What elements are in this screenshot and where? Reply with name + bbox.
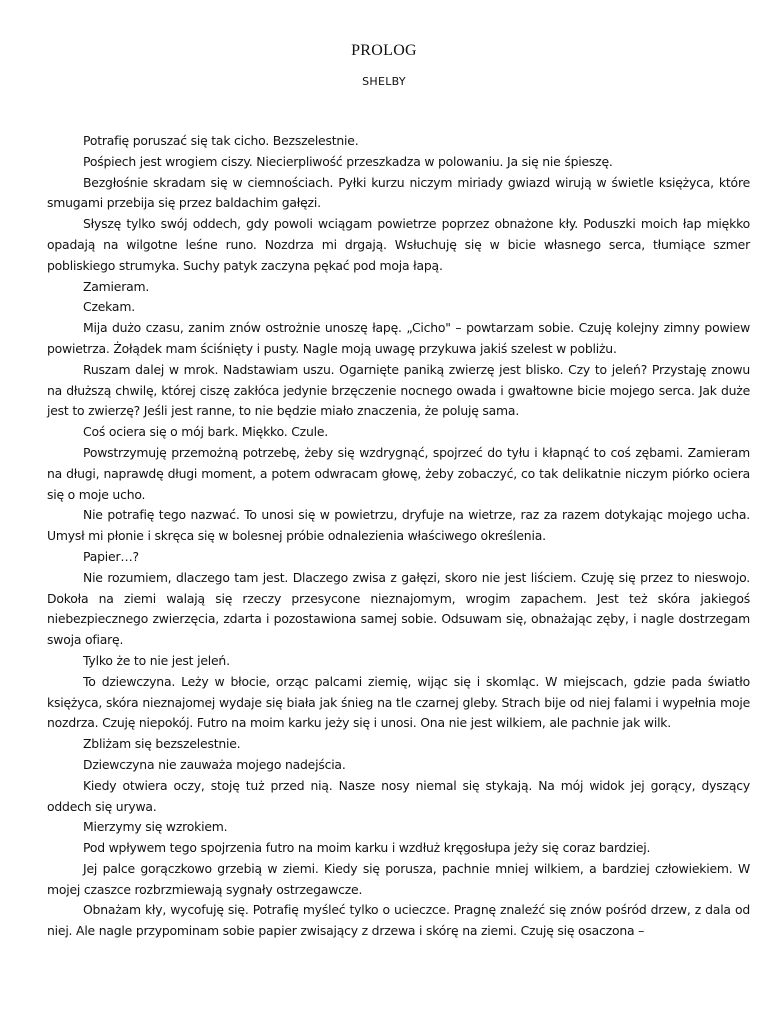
paragraph: Czekam. — [83, 299, 135, 315]
paragraph: Nie potrafię tego nazwać. To unosi się w powietrzu, dryfuje na wietrze, raz za razem dotykając mojego ucha. Umysł mi płonie i skręca się w bolesnej próbie odnalezienia właściwego określenia. — [47, 507, 750, 544]
paragraph: Kiedy otwiera oczy, stoję tuż przed nią. Nasze nosy niemal się stykają. Na mój widok jej gorący, dyszący oddech się urywa. — [47, 777, 750, 814]
paragraph: Nie rozumiem, dlaczego tam jest. Dlaczego zwisa z gałęzi, skoro nie jest liściem. Czuję się przez to nieswojo. Dokoła na ziemi walają się rzeczy przesycone nieznajomym, wrogim zapachem. Jest też skóra jakiegoś niebezpiecznego zwierzęcia, zdarta i pozostawiona samej sobie. Odsuwam się, obnażając zęby, i nagle dostrzegam swoja ofiarę. — [47, 569, 750, 648]
paragraph: Tylko że to nie jest jeleń. — [83, 652, 230, 668]
chapter-subtitle: SHELBY — [362, 75, 406, 88]
paragraph: Jej palce gorączkowo grzebią w ziemi. Kiedy się porusza, pachnie mniej wilkiem, a bardziej człowiekiem. W mojej czaszce rozbrzmiewają sygnały ostrzegawcze. — [47, 860, 750, 897]
paragraph: Potrafię poruszać się tak cicho. Bezszelestnie. — [83, 133, 359, 148]
paragraph: Mija dużo czasu, zanim znów ostrożnie unoszę łapę. „Cicho" – powtarzam sobie. Czuję kolejny zimny powiew powietrza. Żołądek mam ściśnięty i pusty. Nagle moją uwagę przykuwa jakiś szelest w pobliżu. — [47, 320, 750, 356]
paragraph: Słyszę tylko swój oddech, gdy powoli wciągam powietrze poprzez obnażone kły. Poduszki moich łap miękko opadają na wilgotne leśne runo. Nozdrza mi drgają. Wsłuchuję się w bicie własnego serca, tłumiące szmer pobliskiego strumyka. Suchy patyk zaczyna pękać pod moja łapą. — [47, 216, 750, 273]
paragraph: Pośpiech jest wrogiem ciszy. Niecierpliwość przeszkadza w polowaniu. Ja się nie śpieszę. — [83, 153, 613, 169]
paragraph: Obnażam kły, wycofuję się. Potrafię myśleć tylko o ucieczce. Pragnę znaleźć się znów pośród drzew, z dala od niej. Ale nagle przypominam sobie papier zwisający z drzewa i skórę na ziemi. Czuję się osaczona – — [47, 902, 750, 939]
paragraph: Dziewczyna nie zauważa mojego nadejścia. — [83, 756, 346, 772]
paragraph: Pod wpływem tego spojrzenia futro na moim karku i wzdłuż kręgosłupa jeży się coraz bardziej. — [83, 840, 651, 856]
paragraph: Zbliżam się bezszelestnie. — [83, 736, 241, 752]
paragraph: To dziewczyna. Leży w błocie, orząc palcami ziemię, wijąc się i skomląc. W miejscach, gdzie pada światło księżyca, skóra nieznajomej wydaje się biała jak śnieg na tle czarnej gleby. Strach bije od niej falami i wypełnia moje nozdrza. Czuję niepokój. Futro na moim karku jeży się i unosi. Ona nie jest wilkiem, ale pachnie jak wilk. — [47, 673, 750, 731]
paragraph: Papier…? — [83, 548, 139, 564]
paragraph: Mierzymy się wzrokiem. — [83, 819, 228, 835]
paragraph: Zamieram. — [83, 278, 150, 294]
paragraph: Ruszam dalej w mrok. Nadstawiam uszu. Ogarnięte paniką zwierzę jest blisko. Czy to jeleń? Przystaję znowu na dłuższą chwilę, której ciszę zakłóca jedynie brzęczenie nocnego owada i gwałtowne bicie mojego serca. Jak duże jest to zwierzę? Jeśli jest ranne, to nie będzie miało znaczenia, że poluję sama. — [47, 361, 750, 419]
paragraph: Bezgłośnie skradam się w ciemnościach. Pyłki kurzu niczym miriady gwiazd wirują w świetle księżyca, które smugami przebija się przez baldachim gałęzi. — [47, 174, 750, 211]
chapter-title: PROLOG — [351, 42, 417, 59]
paragraph: Coś ociera się o mój bark. Miękko. Czule. — [83, 424, 329, 440]
paragraph: Powstrzymuję przemożną potrzebę, żeby się wzdrygnąć, spojrzeć do tyłu i kłapnąć to coś zębami. Zamieram na długi, naprawdę długi moment, a potem odwracam głowę, żeby zobaczyć, co tak delikatnie niczym piórko ociera się o moje ucho. — [47, 444, 750, 502]
body-text — [47, 131, 750, 942]
